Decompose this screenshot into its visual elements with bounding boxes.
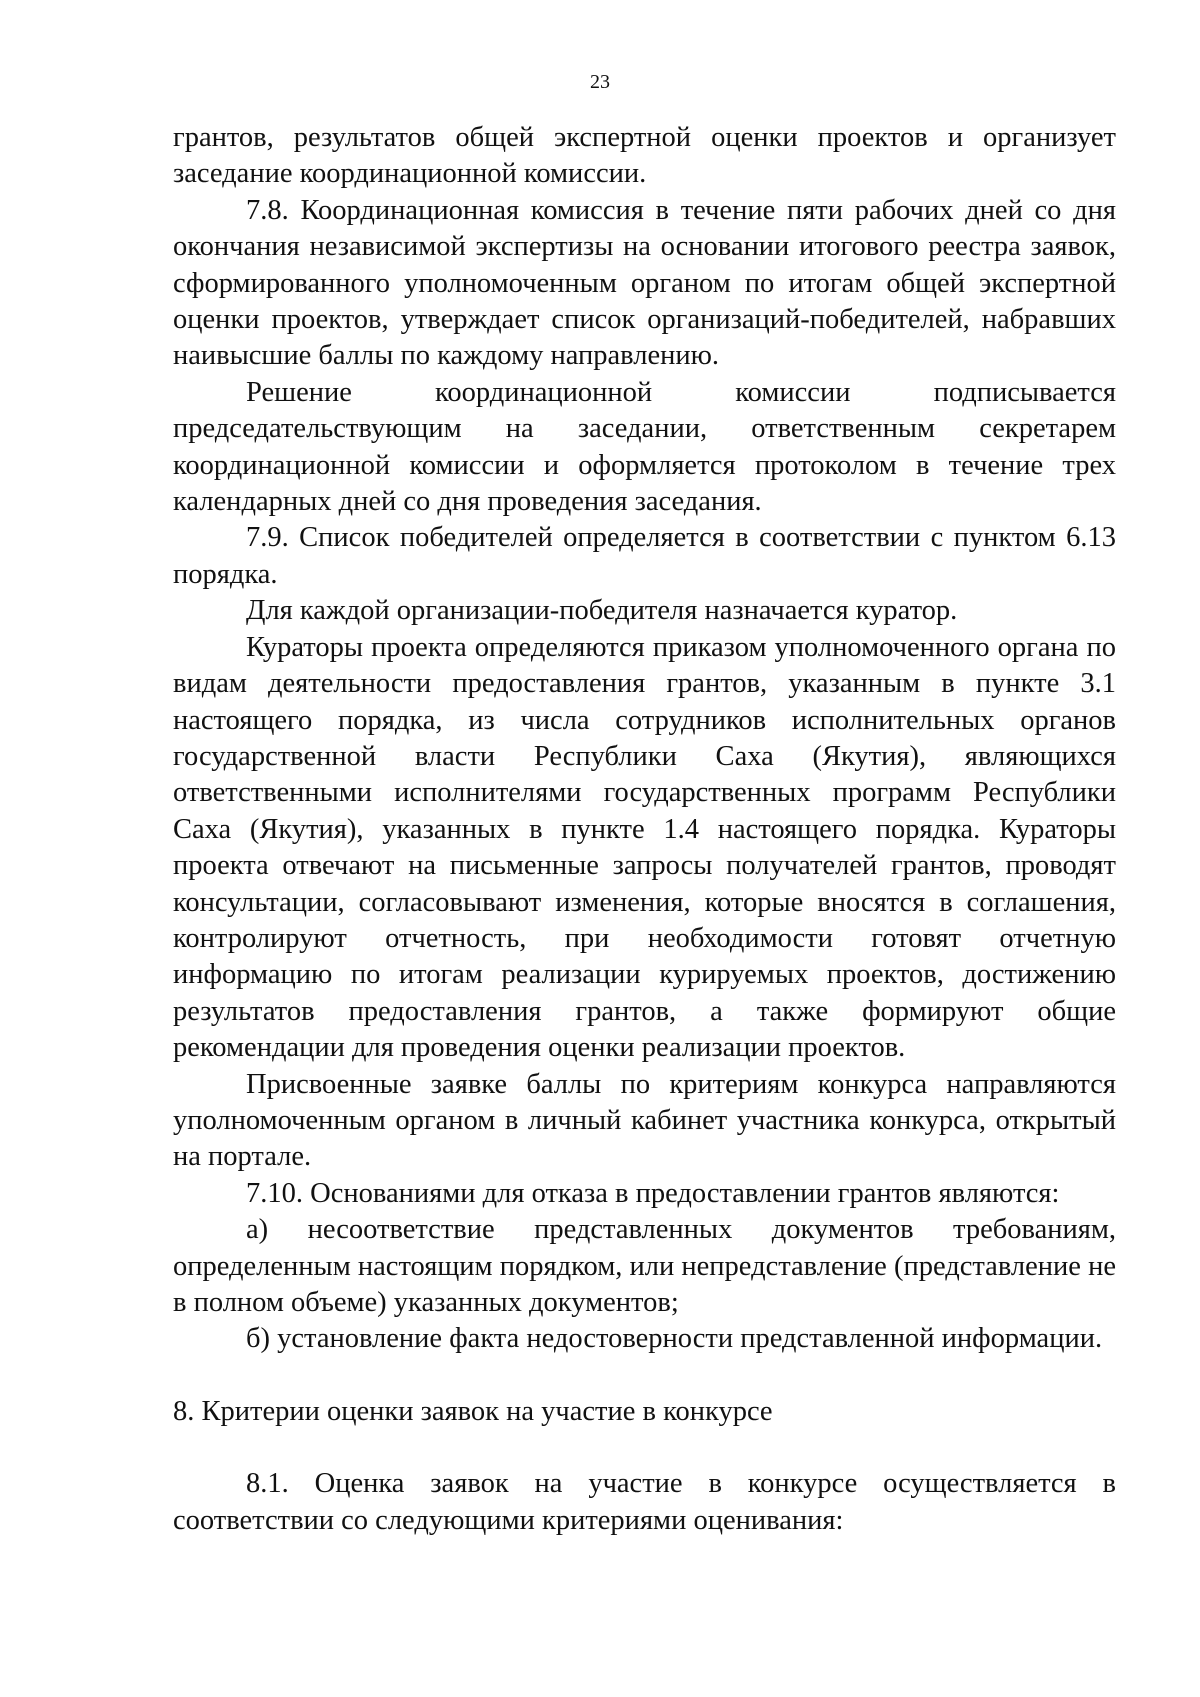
paragraph: а) несоответствие представленных документов требованиям, определенным настоящим порядком, или непредставление (представление не в полном объеме) указанных документов;: [173, 1214, 1116, 1318]
paragraph: б) установление факта недостоверности представленной информации.: [246, 1323, 1103, 1355]
paragraph: Присвоенные заявке баллы по критериям конкурса направляются уполномоченным органом в личный кабинет участника конкурса, открытый на портале.: [173, 1068, 1116, 1173]
paragraph: грантов, результатов общей экспертной оценки проектов и организует заседание координационной комиссии.: [173, 122, 1116, 190]
page-number: 23: [590, 71, 610, 93]
paragraph: 7.8. Координационная комиссия в течение пяти рабочих дней со дня окончания независимой экспертизы на основании итогового реестра заявок, сформированного уполномоченным органом по итогам общей экспертной оценки проектов, утверждает список организаций-победителей, набравших наивысшие баллы по каждому направлению.: [173, 194, 1116, 372]
section-heading: 8. Критерии оценки заявок на участие в конкурсе: [173, 1395, 773, 1427]
document-body: [173, 120, 1116, 1539]
paragraph: 8.1. Оценка заявок на участие в конкурсе осуществляется в соответствии со следующими критериями оценивания:: [173, 1468, 1116, 1536]
paragraph: Решение координационной комиссии подписывается председательствующим на заседании, ответственным секретарем координационной комиссии и оформляется протоколом в течение трех календарных дней со дня проведения заседания.: [173, 376, 1116, 518]
paragraph: Кураторы проекта определяются приказом уполномоченного органа по видам деятельности предоставления грантов, указанным в пункте 3.1 настоящего порядка, из числа сотрудников исполнительных органов государственной власти Республики Саха (Якутия), являющихся ответственными исполнителями государственных программ Республики Саха (Якутия), указанных в пункте 1.4 настоящего порядка. Кураторы проекта отвечают на письменные запросы получателей грантов, проводят консультации, согласовывают изменения, которые вносятся в соглашения, контролируют отчетность, при необходимости готовят отчетную информацию по итогам реализации курируемых проектов, достижению результатов предоставления грантов, а также формируют общие рекомендации для проведения оценки реализации проектов.: [173, 631, 1116, 1064]
paragraph: 7.10. Основаниями для отказа в предоставлении грантов являются:: [246, 1177, 1060, 1209]
paragraph: 7.9. Список победителей определяется в соответствии с пунктом 6.13 порядка.: [173, 522, 1116, 590]
paragraph: Для каждой организации-победителя назначается куратор.: [246, 595, 958, 627]
